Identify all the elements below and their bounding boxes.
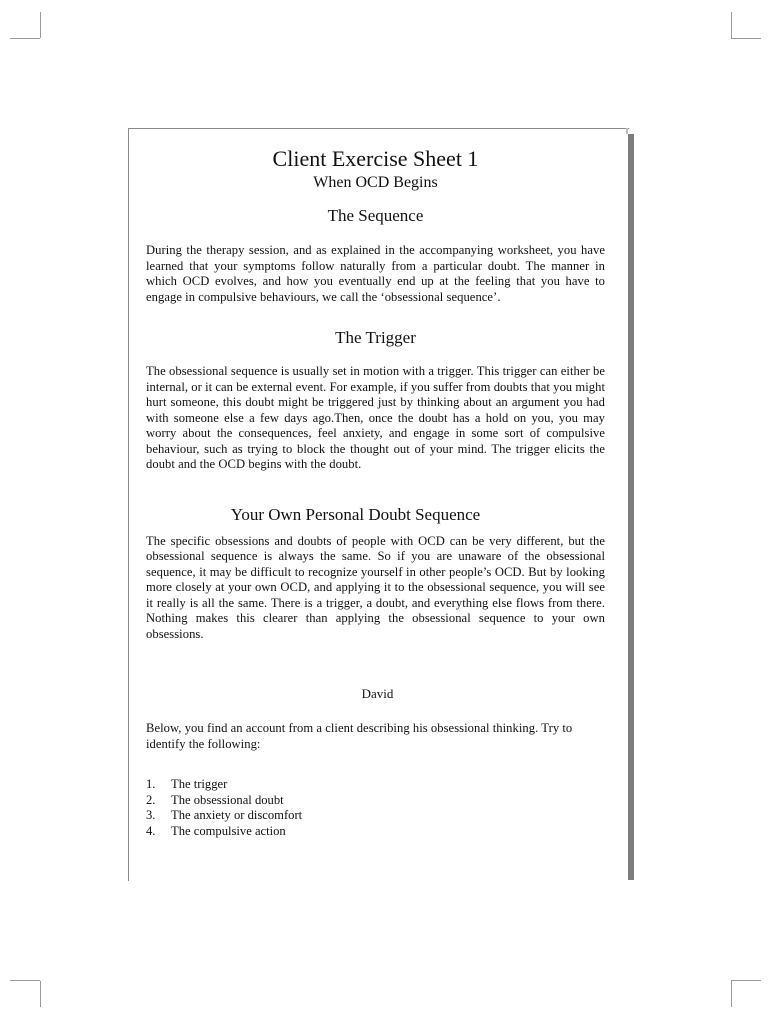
list-number: 3. (146, 808, 156, 823)
section-body-personal-doubt: The specific obsessions and doubts of people with OCD can be very different, but the obsessional sequence is always the same. So if you are unaware of the obsessional sequence, it may be difficult to recognize yourself in other people’s OCD. But by looking more closely at your own OCD, and applying it to the obsessional sequence, you will see it really is all the same. There is a trigger, a doubt, and everything else flows from there. Nothing makes this clearer than applying the obsessional sequence to your own obsessions. (146, 533, 605, 641)
list-text: The anxiety or discomfort (171, 808, 303, 823)
list-text: The obsessional doubt (171, 792, 284, 807)
sheet-content (146, 130, 605, 840)
list-text: The trigger (171, 777, 228, 791)
page-subtitle: When OCD Begins (313, 174, 438, 191)
crop-mark (10, 38, 40, 39)
case-intro: Below, you find an account from a client describing his obsessional thinking. Try to identify the following: (146, 721, 573, 751)
page-title: Client Exercise Sheet 1 (272, 146, 479, 171)
list-number: 1. (146, 777, 156, 791)
section-body-trigger: The obsessional sequence is usually set in motion with a trigger. This trigger can either be internal, or it can be external event. For example, if you suffer from doubts that you might hurt someone, this doubt might be triggered just by thinking about an argument you had with someone else a few days ago.Then, once the doubt has a hold on you, you may worry about the consequences, feel anxiety, and engage in some sort of compulsive behaviour, such as trying to block the thought out of your mind. The trigger elicits the doubt and the OCD begins with the doubt. (146, 364, 605, 471)
section-body-sequence: During the therapy session, and as explained in the accompanying worksheet, you have learned that your symptoms follow naturally from a particular doubt. The manner in which OCD evolves, and how you eventually end up at the feeling that you have to engage in compulsive behaviours, we call the ‘obsessional sequence’. (146, 243, 605, 304)
crop-mark (40, 12, 41, 38)
crop-mark (731, 12, 732, 38)
sheet-shadow (628, 134, 634, 880)
list-item (146, 808, 605, 824)
list-number: 4. (146, 824, 156, 839)
identify-list (146, 777, 605, 840)
crop-mark (40, 981, 41, 1007)
crop-mark (731, 38, 761, 39)
list-item (146, 824, 605, 840)
section-heading-trigger: The Trigger (335, 328, 416, 347)
list-text: The compulsive action (171, 824, 286, 839)
case-name: David (361, 686, 394, 701)
list-item (146, 777, 605, 793)
list-item (146, 793, 605, 809)
section-heading-sequence: The Sequence (327, 206, 424, 225)
list-number: 2. (146, 792, 156, 807)
crop-mark (731, 980, 761, 981)
crop-mark (731, 981, 732, 1007)
section-heading-personal-doubt: Your Own Personal Doubt Sequence (230, 504, 481, 524)
crop-mark (10, 980, 40, 981)
